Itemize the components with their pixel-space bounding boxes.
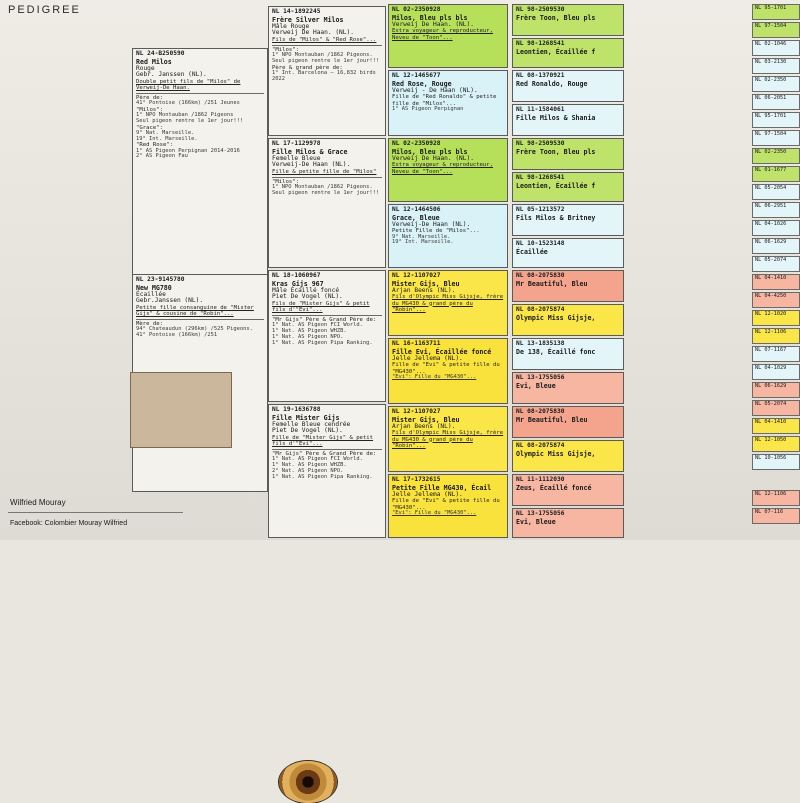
pedigree-card-gen5-15[interactable]: [752, 256, 800, 272]
pigeon-ring-code: NL 12-1107027: [392, 272, 441, 279]
pigeon-ring-code: NL 02-2350928: [392, 6, 441, 13]
pigeon-breeder: Jelle Jellema (NL).: [392, 354, 463, 362]
page-title: PEDIGREE: [8, 4, 81, 16]
pigeon-ring-code: NL 17-1129978: [272, 140, 321, 147]
facebook-link[interactable]: Facebook: Colombier Mouray Wilfried: [10, 520, 128, 527]
pedigree-card-gen5-4[interactable]: [752, 58, 800, 74]
pigeon-line: 1° AS Pigeon Perpignan: [392, 105, 464, 112]
pigeon-desc: Double petit fils de "Milos" de Verweij-De Haan.: [136, 79, 241, 92]
pigeon-breeder: Piet De Vogel (NL).: [272, 427, 343, 435]
pedigree-card-gen5-19[interactable]: [752, 328, 800, 344]
pigeon-name: Fille Mister Gijs: [272, 413, 340, 422]
pigeon-ring-code: NL 06-2051: [755, 95, 787, 101]
pedigree-card-gen5-28[interactable]: [752, 508, 800, 524]
pigeon-desc: Fille de "Red Ronaldo" & petite fille de "Milos"...: [392, 94, 497, 107]
pigeon-line: 1° Nat. AS Pigeon FCI World.: [272, 322, 363, 329]
pigeon-line: Seul pigeon rentre le 1er jour!!!: [136, 117, 244, 124]
pigeon-ring-code: NL 05-1213572: [516, 206, 565, 213]
pigeon-line: "Milos":: [272, 47, 299, 54]
pigeon-name: Red Milos: [136, 57, 172, 66]
pedigree-card-gen2-2[interactable]: [268, 138, 386, 268]
pigeon-ring-code: NL 12-1106: [755, 491, 787, 497]
pedigree-card-gen4-9[interactable]: [512, 270, 624, 302]
pigeon-breeder: Piet De Vogel (NL).: [272, 293, 343, 301]
pigeon-line: "Evi": Fille du "MG430"...: [392, 373, 477, 380]
pigeon-ring-code: NL 17-1732615: [392, 476, 441, 483]
pigeon-name: Petite Fille MG430, Écail: [392, 483, 492, 492]
pigeon-desc: Fille de "Evi" & petite fille du "MG430"...: [392, 362, 500, 375]
pedigree-card-gen5-17[interactable]: [752, 292, 800, 308]
pedigree-card-gen5-20[interactable]: [752, 346, 800, 362]
pedigree-card-gen3-4[interactable]: [388, 204, 508, 268]
pigeon-name: Olympic Miss Gijsje,: [516, 449, 596, 458]
pigeon-ring-code: NL 05-2074: [755, 401, 787, 407]
pedigree-card-gen4-5[interactable]: [512, 138, 624, 170]
pigeon-line: "Red Rose":: [136, 142, 174, 149]
pedigree-card-gen5-21[interactable]: [752, 364, 800, 380]
pigeon-ring-code: NL 13-1835138: [516, 340, 565, 347]
pigeon-line: Seul pigeon rentre le 1er jour!!!: [272, 190, 380, 197]
pigeon-line: 1° Nat. AS Pigeon Pipa Ranking.: [272, 473, 373, 480]
pigeon-line: 1° Int. Barcelona – 16,832 birds 2022: [272, 69, 376, 82]
pigeon-desc: Petite fille consanguine de "Mister Gijs" & cousine de "Robin"...: [136, 305, 254, 318]
pigeon-ring-code: NL 07-1167: [755, 347, 787, 353]
pigeon-ring-code: NL 13-1755056: [516, 374, 565, 381]
pigeon-eye: [279, 761, 337, 803]
divider: [272, 45, 382, 46]
pigeon-name: Olympic Miss Gijsje,: [516, 313, 596, 322]
pigeon-name: Milos, Bleu pls bls: [392, 13, 468, 22]
pigeon-ring-code: NL 98-2509530: [516, 140, 565, 147]
pigeon-ring-code: NL 97-1504: [755, 131, 787, 137]
pigeon-name: De 138, Écaillé fonc: [516, 347, 596, 356]
pigeon-ring-code: NL 12-1107027: [392, 408, 441, 415]
pedigree-card-gen5-26[interactable]: [752, 454, 800, 470]
pigeon-line: 1° Nat. AS Pigeon Pipa Ranking.: [272, 339, 373, 346]
pigeon-ring-code: NL 12-1465677: [392, 72, 441, 79]
pigeon-line: 94° Chateaudun (296km) /525 Pigeons.: [136, 326, 253, 333]
pigeon-ring-code: NL 12-1050: [755, 437, 787, 443]
pigeon-name: Red Ronaldo, Rouge: [516, 79, 588, 88]
pedigree-card-gen1-1[interactable]: [132, 48, 268, 298]
pigeon-desc: Fils d'Olympic Miss Gijsje, frère du MG430 & grand père du "Robin"...: [392, 430, 504, 449]
pigeon-desc: Fille & petite fille de "Milos": [272, 169, 377, 176]
pigeon-name: Leontien, Écaillée f: [516, 47, 596, 56]
pigeon-line: 1° Nat. AS Pigeon NPO.: [272, 333, 344, 340]
pigeon-line: 1° NPO Montauban /1862 Pigeons.: [272, 184, 373, 191]
pedigree-card-gen4-4[interactable]: [512, 104, 624, 136]
pedigree-card-gen3-8[interactable]: [388, 474, 508, 538]
pigeon-ring-code: NL 04-4250: [755, 293, 787, 299]
pigeon-name: Écaillée: [516, 247, 548, 256]
pigeon-line: 19° Int. Marseille.: [136, 135, 198, 142]
divider: [272, 177, 382, 178]
pedigree-card-gen4-16[interactable]: [512, 508, 624, 538]
pigeon-line: 1° Nat. AS Pigeon WHZB.: [272, 462, 347, 469]
pigeon-ring-code: NL 06-1629: [755, 383, 787, 389]
pigeon-ring-code: NL 98-1268541: [516, 174, 565, 181]
pigeon-color: Rouge: [136, 64, 155, 72]
pigeon-ring-code: NL 04-1410: [755, 419, 787, 425]
pigeon-ring-code: NL 24-B250590: [136, 50, 185, 57]
pedigree-card-gen4-12[interactable]: [512, 372, 624, 404]
pigeon-line: "Grace":: [136, 124, 163, 131]
pigeon-ring-code: NL 07-116: [755, 509, 784, 515]
pedigree-card-gen3-2[interactable]: [388, 70, 508, 136]
owner-name: Wilfried Mouray: [10, 498, 66, 507]
pigeon-desc: Fille de "Evi" & petite fille du "MG430"...: [392, 498, 500, 511]
pedigree-card-gen5-23[interactable]: [752, 400, 800, 416]
pigeon-breeder: Verweij-De Haan (NL).: [272, 161, 351, 169]
pigeon-ring-code: NL 95-1701: [755, 113, 787, 119]
pigeon-line: "Mr Gijs" Père & Grand Père de:: [272, 451, 377, 458]
pedigree-card-gen5-5[interactable]: [752, 76, 800, 92]
pigeon-line: Père & grand père de:: [272, 64, 343, 71]
pigeon-name: Mr Beautiful, Bleu: [516, 415, 588, 424]
pedigree-card-gen4-3[interactable]: [512, 70, 624, 102]
pigeon-name: Grace, Bleue: [392, 213, 440, 222]
pigeon-ring-code: NL 23-9145780: [136, 276, 185, 283]
pedigree-card-gen3-6[interactable]: [388, 338, 508, 404]
pigeon-breeder: Jelle Jellema (NL).: [392, 490, 463, 498]
pigeon-name: Milos, Bleu pls bls: [392, 147, 468, 156]
pigeon-breeder: Verweij De Haan. (NL).: [392, 154, 474, 162]
pigeon-line: "Evi": Fille du "MG430"...: [392, 509, 477, 516]
pigeon-ring-code: NL 03-2130: [755, 59, 787, 65]
pigeon-name: Evi, Bleue: [516, 517, 556, 526]
pedigree-card-gen5-8[interactable]: [752, 130, 800, 146]
pedigree-card-gen5-2[interactable]: [752, 22, 800, 38]
pigeon-line: 41° Pontoise (166km) /251 Jeunes: [136, 100, 240, 107]
pedigree-card-gen5-27[interactable]: [752, 490, 800, 506]
pigeon-desc: Fils de "Milos" & "Red Rose"...: [272, 37, 377, 44]
pedigree-card-gen5-12[interactable]: [752, 202, 800, 218]
pigeon-ring-code: NL 98-2509530: [516, 6, 565, 13]
pedigree-card-gen5-3[interactable]: [752, 40, 800, 56]
pigeon-line: "Milos":: [136, 107, 163, 114]
pedigree-card-gen5-18[interactable]: [752, 310, 800, 326]
pigeon-eye-photo: [130, 372, 232, 448]
pigeon-line: Mère de:: [136, 321, 163, 328]
pigeon-breeder: Arjan Beens (NL).: [392, 422, 456, 430]
pigeon-name: Evi, Bleue: [516, 381, 556, 390]
pigeon-ring-code: NL 14-1892245: [272, 8, 321, 15]
pigeon-breeder: Verweij De Haan. (NL).: [392, 20, 474, 28]
pigeon-ring-code: NL 02-1046: [755, 41, 787, 47]
pedigree-card-gen4-11[interactable]: [512, 338, 624, 370]
pigeon-ring-code: NL 11-1584061: [516, 106, 565, 113]
pigeon-ring-code: NL 12-1020: [755, 311, 787, 317]
pedigree-card-gen5-24[interactable]: [752, 418, 800, 434]
pigeon-name: Mister Gijs, Bleu: [392, 279, 460, 288]
pigeon-ring-code: NL 08-2075874: [516, 306, 565, 313]
pigeon-color: Écaillée: [136, 290, 166, 298]
pigeon-sex: Mâle Rouge: [272, 22, 310, 30]
pedigree-card-gen3-3[interactable]: [388, 138, 508, 202]
pigeon-line: 41° Pontoise (166km) /251: [136, 332, 218, 339]
pigeon-ring-code: NL 02-2350: [755, 77, 787, 83]
pigeon-line: Père de:: [136, 95, 163, 102]
pigeon-ring-code: NL 08-1370921: [516, 72, 565, 79]
footer-divider: [8, 512, 183, 513]
pigeon-name: New MG780: [136, 283, 172, 292]
pigeon-ring-code: NL 98-1268541: [516, 40, 565, 47]
pedigree-card-gen4-6[interactable]: [512, 172, 624, 202]
pedigree-card-gen4-1[interactable]: [512, 4, 624, 36]
pedigree-card-gen2-3[interactable]: [268, 270, 386, 402]
pigeon-ring-code: NL 13-1755056: [516, 510, 565, 517]
pigeon-line: 1° Nat. AS Pigeon WHZB.: [272, 328, 347, 335]
pedigree-card-gen5-16[interactable]: [752, 274, 800, 290]
pigeon-ring-code: NL 04-1029: [755, 365, 787, 371]
pigeon-ring-code: NL 95-1701: [755, 5, 787, 11]
pigeon-breeder: Gebr. Janssen (NL).: [136, 71, 207, 79]
pigeon-name: Red Rose, Rouge: [392, 79, 452, 88]
pigeon-line: 1° NPO Montauban /1862 Pigeons.: [272, 52, 373, 59]
pigeon-ring-code: NL 97-1504: [755, 23, 787, 29]
pedigree-card-gen4-15[interactable]: [512, 474, 624, 506]
pigeon-sex: Femelle Bleue cendrée: [272, 420, 351, 428]
pigeon-name: Fille Milos & Shania: [516, 113, 596, 122]
pigeon-line: "Milos":: [272, 179, 299, 186]
pigeon-name: Zeus, Écaillé foncé: [516, 483, 592, 492]
pigeon-line: 9° Nat. Marseille.: [392, 233, 451, 240]
pedigree-card-gen5-13[interactable]: [752, 220, 800, 236]
pedigree-card-gen5-9[interactable]: [752, 148, 800, 164]
pedigree-card-gen4-13[interactable]: [512, 406, 624, 438]
pedigree-card-gen4-14[interactable]: [512, 440, 624, 472]
pigeon-ring-code: NL 05-2054: [755, 185, 787, 191]
pedigree-card-gen5-22[interactable]: [752, 382, 800, 398]
pigeon-desc: Fils d'Olympic Miss Gijsje, frère du MG430 & grand père du "Robin"...: [392, 294, 504, 313]
pigeon-name: Kras Gijs 967: [272, 279, 324, 288]
pigeon-name: Leontien, Écaillée f: [516, 181, 596, 190]
pedigree-card-gen5-14[interactable]: [752, 238, 800, 254]
pigeon-name: Mister Gijs, Bleu: [392, 415, 460, 424]
pigeon-sex: Mâle Écaillé foncé: [272, 286, 340, 294]
pigeon-line: 1° NPO Montauban /1862 Pigeons: [136, 112, 234, 119]
pigeon-desc: Fille de "Mister Gijs" & petit fils d'"Evi"...: [272, 435, 374, 448]
pigeon-line: 1° AS Pigeon Perpignan 2014-2016: [136, 147, 240, 154]
pigeon-breeder: Gebr.Janssen (NL).: [136, 297, 204, 305]
pigeon-name: Frère Silver Milos: [272, 15, 344, 24]
pigeon-ring-code: NL 05-2074: [755, 257, 787, 263]
pedigree-card-gen5-10[interactable]: [752, 166, 800, 182]
pedigree-card-gen3-5[interactable]: [388, 270, 508, 336]
pigeon-ring-code: NL 10-1523148: [516, 240, 565, 247]
pigeon-ring-code: NL 04-1026: [755, 221, 787, 227]
pigeon-ring-code: NL 02-2350: [755, 149, 787, 155]
pedigree-card-gen5-25[interactable]: [752, 436, 800, 452]
pigeon-name: Frère Toon, Bleu pls: [516, 147, 596, 156]
pedigree-card-gen2-4[interactable]: [268, 404, 386, 538]
pigeon-name: Fils Milos & Britney: [516, 213, 596, 222]
pigeon-breeder: Verweij-De Haan (NL).: [392, 220, 471, 228]
pigeon-ring-code: NL 19-1636788: [272, 406, 321, 413]
pigeon-desc: Extra voyageur & reproducteur, Neveu de "Toon"...: [392, 162, 494, 175]
pigeon-ring-code: NL 12-1106: [755, 329, 787, 335]
pigeon-line: 1° Nat. AS Pigeon FCI World.: [272, 456, 363, 463]
pigeon-desc: Fils de "Mister Gijs" & petit fils d'"Evi"...: [272, 301, 370, 314]
pigeon-name: Fille Milos & Grace: [272, 147, 348, 156]
pigeon-ring-code: NL 08-2075830: [516, 408, 565, 415]
pigeon-line: 2° AS Pigeon Fau: [136, 153, 188, 160]
pigeon-line: "Mr Gijs" Père & Grand Père de:: [272, 317, 377, 324]
pigeon-desc: Petite Fille de "Milos"...: [392, 228, 480, 235]
pedigree-card-gen5-1[interactable]: [752, 4, 800, 20]
pigeon-line: 19° Int. Marseille.: [392, 239, 454, 246]
pigeon-name: Fille Evi, Écaillée foncé: [392, 347, 492, 356]
pigeon-ring-code: NL 01-1677: [755, 167, 787, 173]
pedigree-card-gen3-7[interactable]: [388, 406, 508, 472]
pigeon-breeder: Verweij De Haan. (NL).: [272, 29, 354, 37]
pigeon-ring-code: NL 08-2075874: [516, 442, 565, 449]
pedigree-card-gen3-1[interactable]: [388, 4, 508, 68]
pigeon-breeder: Arjan Beens (NL).: [392, 286, 456, 294]
pigeon-name: Frère Toon, Bleu pls: [516, 13, 596, 22]
pigeon-desc: Extra voyageur & reproducteur, Neveu de "Toon"...: [392, 28, 494, 41]
pigeon-breeder: Verweij - De Haan (NL).: [392, 86, 478, 94]
pedigree-card-gen4-8[interactable]: [512, 238, 624, 268]
pigeon-ring-code: NL 11-1112030: [516, 476, 565, 483]
pigeon-sex: Femelle Bleue: [272, 154, 321, 162]
pedigree-card-gen4-10[interactable]: [512, 304, 624, 336]
pigeon-ring-code: NL 04-1410: [755, 275, 787, 281]
pedigree-card-gen5-11[interactable]: [752, 184, 800, 200]
pigeon-ring-code: NL 02-2350928: [392, 140, 441, 147]
pedigree-card-gen4-7[interactable]: [512, 204, 624, 236]
pigeon-ring-code: NL 16-1163711: [392, 340, 441, 347]
pigeon-ring-code: NL 06-2951: [755, 203, 787, 209]
pedigree-card-gen4-2[interactable]: [512, 38, 624, 68]
pigeon-name: Mr Beautiful, Bleu: [516, 279, 588, 288]
pigeon-line: 2° Nat. AS Pigeon NPO.: [272, 467, 344, 474]
pigeon-line: 9° Nat. Marseille.: [136, 129, 195, 136]
pigeon-ring-code: NL 08-2075830: [516, 272, 565, 279]
pigeon-ring-code: NL 18-1060967: [272, 272, 321, 279]
pedigree-card-gen5-7[interactable]: [752, 112, 800, 128]
pedigree-card-gen2-1[interactable]: [268, 6, 386, 136]
pigeon-line: Seul pigeon rentre le 1er jour!!!: [272, 58, 380, 65]
pedigree-card-gen5-6[interactable]: [752, 94, 800, 110]
pigeon-ring-code: NL 10-1056: [755, 455, 787, 461]
pigeon-ring-code: NL 12-1464506: [392, 206, 441, 213]
pigeon-ring-code: NL 06-1629: [755, 239, 787, 245]
